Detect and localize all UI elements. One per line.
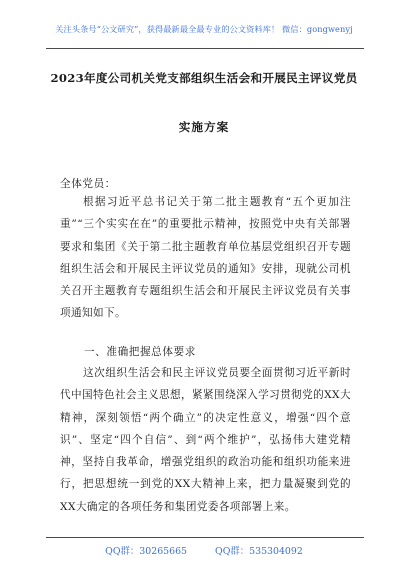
paragraph-intro: 根据习近平总书记关于第二批主题教育“五个更加注重”“三个实实在在”的重要批示精神，按照党中央有关部署要求和集团《关于第二批主题教育单位基层党组织召开专题组织生活会和开展民主评议党员的通知》安排，现就公司机关召开主题教育专题组织生活会和开展民主评议党员有关事项通知如下。 — [60, 196, 351, 320]
footer-qq-group-1: QQ群：30265665 — [105, 546, 188, 557]
header-notice: 关注头条号“公文研究”，获得最新最全最专业的公文资料库！ 微信：gongwenyj — [55, 24, 353, 34]
section-heading: 一、准确把握总体要求 — [84, 346, 196, 358]
salutation: 全体党员： — [60, 178, 116, 190]
footer-contacts — [0, 543, 408, 557]
footer-divider — [46, 537, 364, 538]
paragraph-requirements: 这次组织生活会和民主评议党员要全面贯彻习近平新时代中国特色社会主义思想，紧紧围绕深入学习贯彻党的XX大精神，深刻领悟“两个确立”的决定性意义，增强“四个意识”、坚定“四个自信”、到“两个维护”，弘扬伟大建党精神，坚持自我革命，增强党组织的政治功能和组织功能来进行，把思想统一到党的XX大精神上来，把力量凝聚到党的XX大确定的各项任务和集团党委各项部署上来。 — [60, 367, 351, 513]
header-divider — [46, 48, 364, 49]
document-subtitle: 实施方案 — [178, 120, 230, 134]
document-title: 2023年度公司机关党支部组织生活会和开展民主评议党员 — [50, 71, 358, 85]
footer-qq-group-2: QQ群：535304092 — [215, 546, 303, 557]
